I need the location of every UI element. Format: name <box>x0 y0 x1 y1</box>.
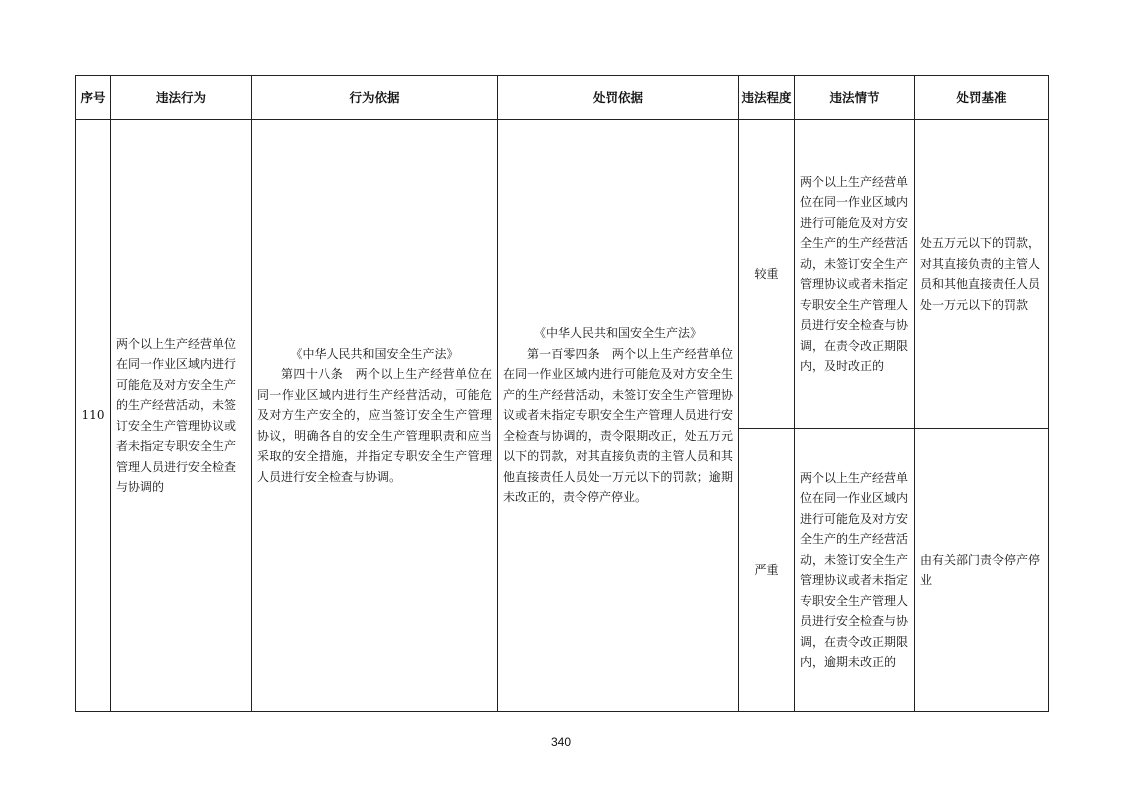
penalty-basis-cell <box>498 120 739 712</box>
violation-cell: 两个以上生产经营单位在同一作业区域内进行可能危及对方安全生产的生产经营活动，未签订安全生产管理协议或者未指定专职安全生产管理人员进行安全检查与协调的 <box>111 120 252 712</box>
header-conduct-basis: 行为依据 <box>252 76 498 120</box>
header-violation-degree: 违法程度 <box>739 76 795 120</box>
circumstance-severe-cell: 两个以上生产经营单位在同一作业区域内进行可能危及对方安全生产的生产经营活动，未签订安全生产管理协议或者未指定专职安全生产管理人员进行安全检查与协调，在责令改正期限内，逾期未改正的 <box>795 429 915 712</box>
penalty-standard-table <box>75 75 1049 712</box>
header-violation-circumstance: 违法情节 <box>795 76 915 120</box>
serial-number-cell: 110 <box>76 120 111 712</box>
header-penalty-basis: 处罚依据 <box>498 76 739 120</box>
header-serial-number: 序号 <box>76 76 111 120</box>
conduct-basis-cell <box>252 120 498 712</box>
degree-moderate-cell: 较重 <box>739 120 795 429</box>
circumstance-moderate-cell: 两个以上生产经营单位在同一作业区域内进行可能危及对方安全生产的生产经营活动，未签订安全生产管理协议或者未指定专职安全生产管理人员进行安全检查与协调，在责令改正期限内，及时改正的 <box>795 120 915 429</box>
table-header-row <box>76 76 1049 120</box>
standard-moderate-cell: 处五万元以下的罚款，对其直接负责的主管人员和其他直接责任人员处一万元以下的罚款 <box>915 120 1049 429</box>
table-row <box>76 120 1049 429</box>
penalty-basis-article: 第一百零四条 两个以上生产经营单位在同一作业区域内进行可能危及对方安全生产的生产经营活动，未签订安全生产管理协议或者未指定专职安全生产管理人员进行安全检查与协调的，责令限期改正，处五万元以下的罚款，对其直接负责的主管人员和其他直接责任人员处一万元以下的罚款；逾期未改正的，责令停产停业。 <box>503 346 733 505</box>
conduct-basis-article: 第四十八条 两个以上生产经营单位在同一作业区域内进行生产经营活动，可能危及对方生产安全的，应当签订安全生产管理协议，明确各自的安全生产管理职责和应当采取的安全措施，并指定专职安全生产管理人员进行安全检查与协调。 <box>257 367 492 484</box>
penalty-basis-law-title: 《中华人民共和国安全生产法》 <box>533 326 702 341</box>
page-number: 340 <box>550 735 572 749</box>
header-violation: 违法行为 <box>111 76 252 120</box>
header-penalty-standard: 处罚基准 <box>915 76 1049 120</box>
conduct-basis-law-title: 《中华人民共和国安全生产法》 <box>290 346 459 361</box>
degree-severe-cell: 严重 <box>739 429 795 712</box>
standard-severe-cell: 由有关部门责令停产停业 <box>915 429 1049 712</box>
